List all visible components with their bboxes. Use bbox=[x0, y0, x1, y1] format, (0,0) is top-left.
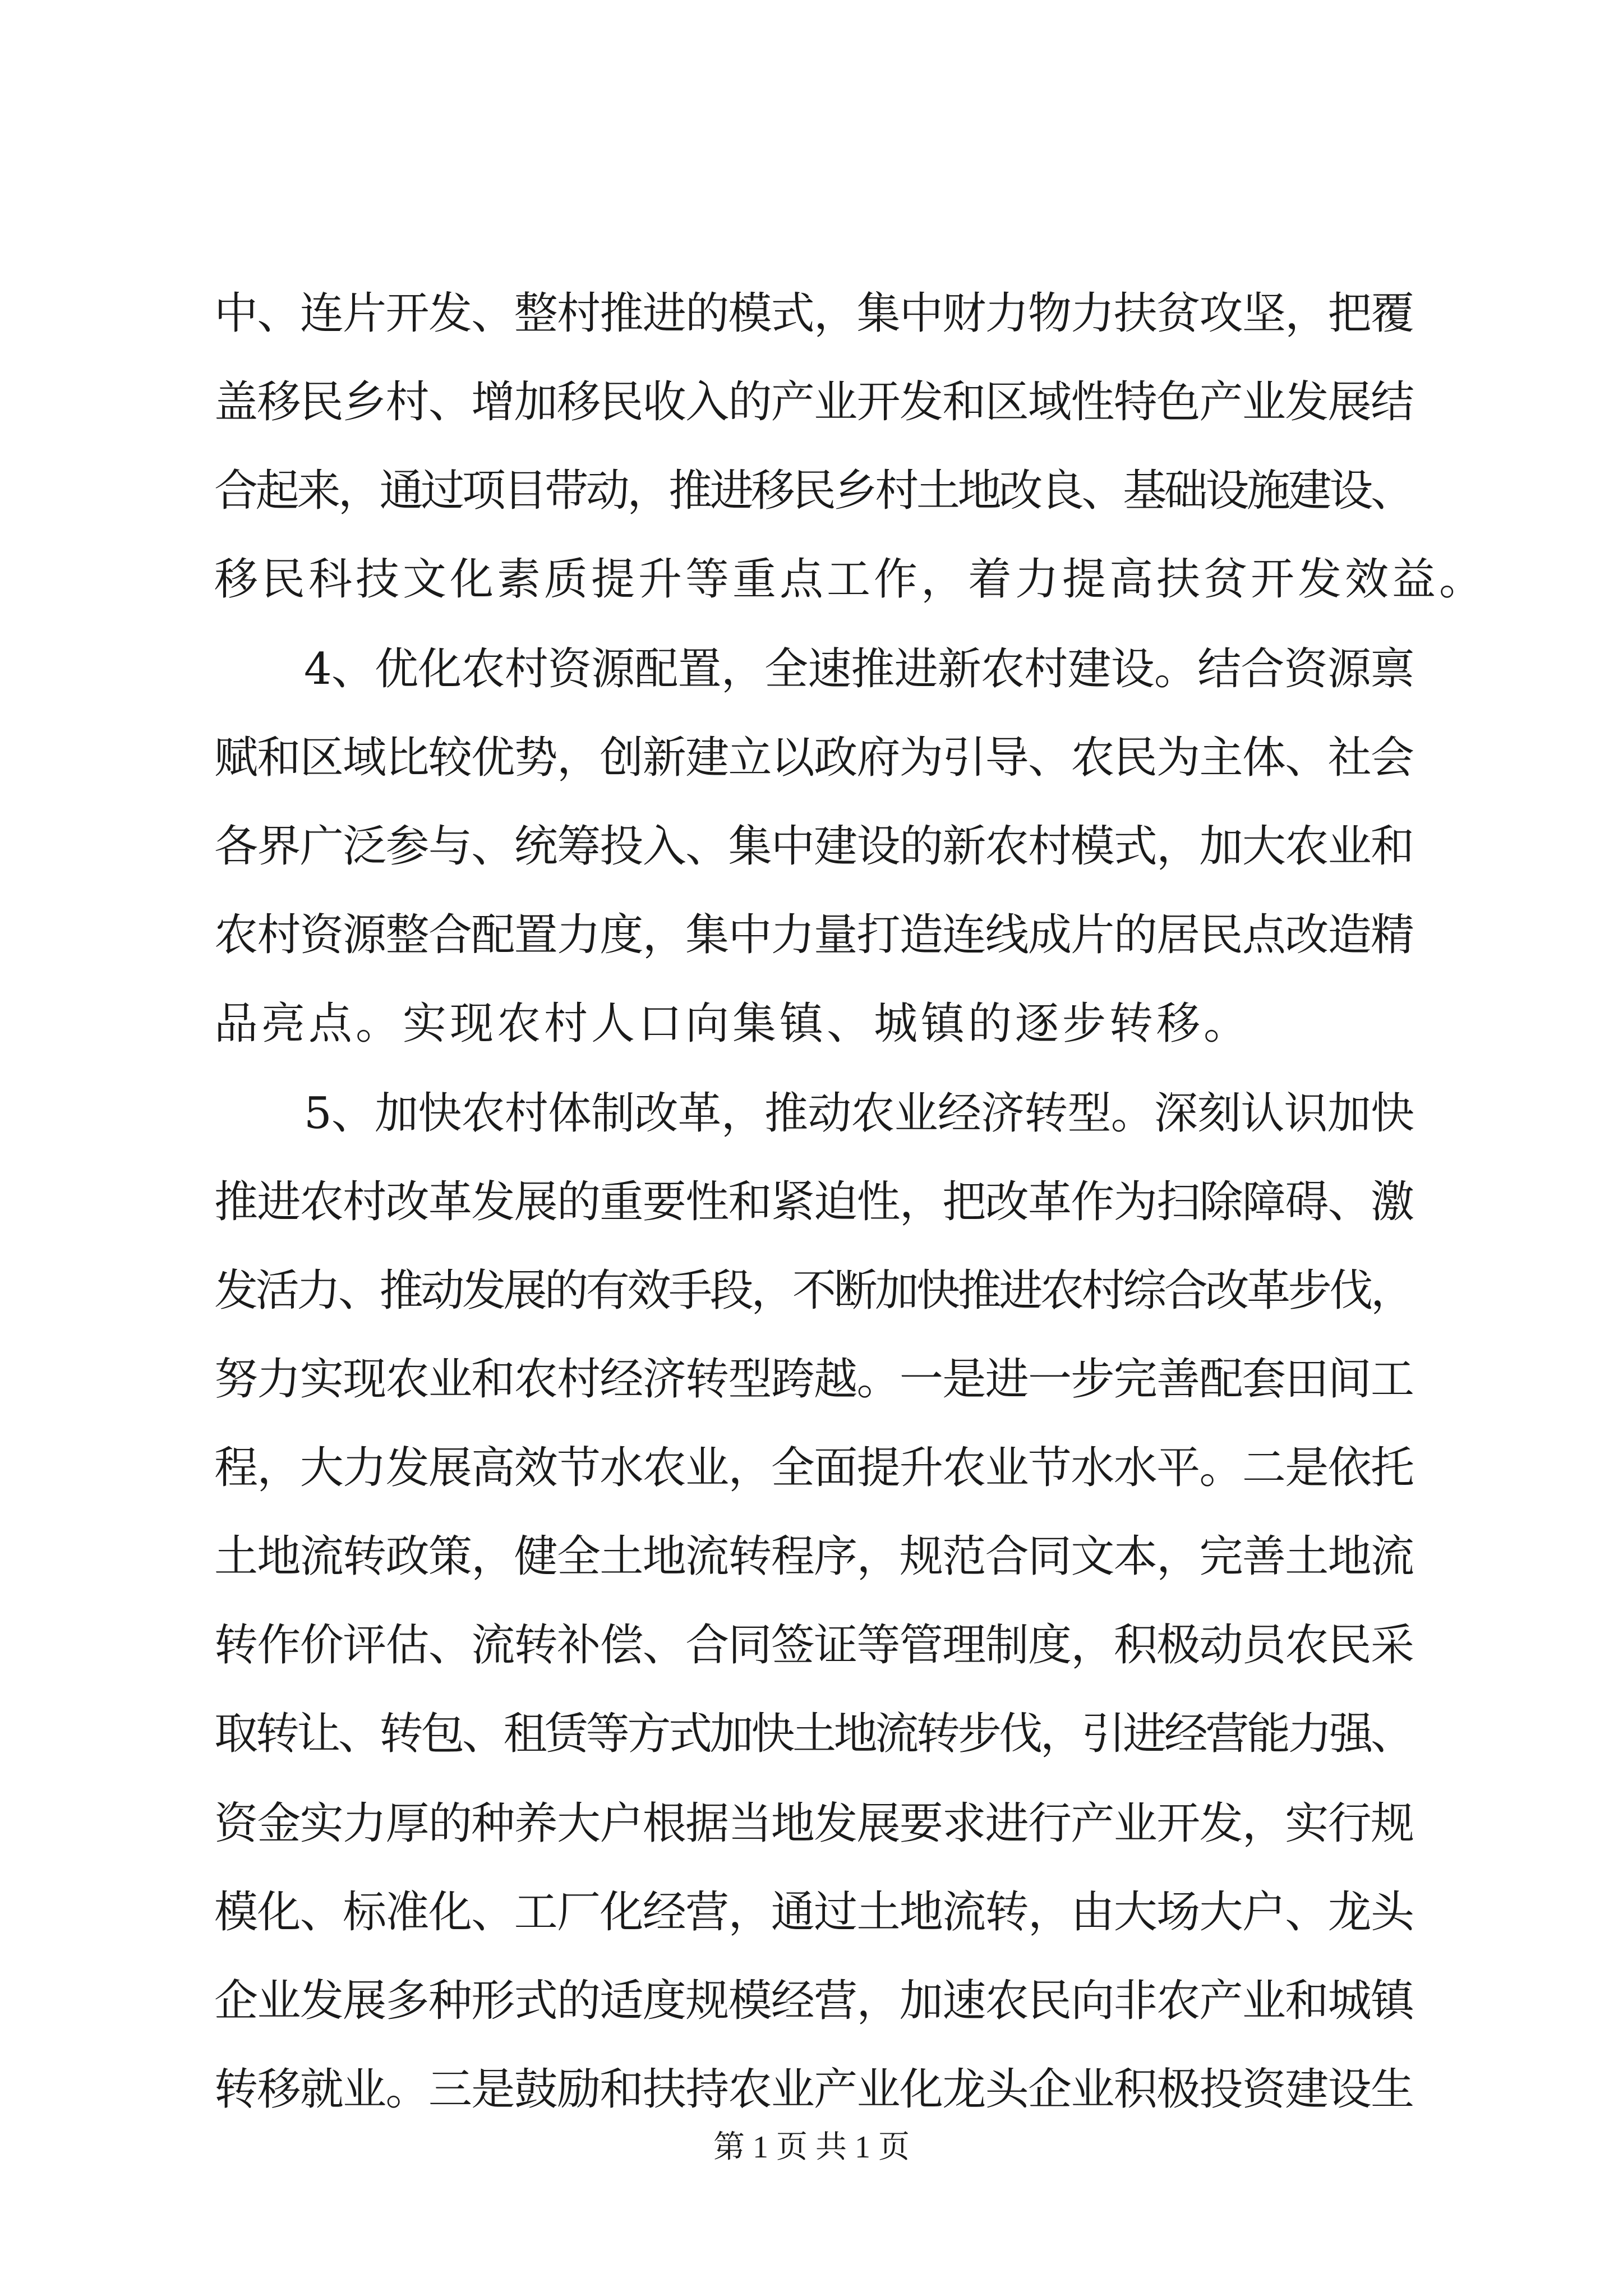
page-footer: 第 1 页 共 1 页 bbox=[713, 2130, 910, 2165]
text-line: 取转让、转包、租赁等方式加快土地流转步伐，引进经营能力强、 bbox=[214, 1709, 1412, 1759]
text-line: 转移就业。三是鼓励和扶持农业产业化龙头企业积极投资建设生 bbox=[214, 2064, 1414, 2115]
text-line: 品亮点。实现农村人口向集镇、城镇的逐步转移。 bbox=[214, 999, 1251, 1049]
text-line: 4、优化农村资源配置，全速推进新农村建设。结合资源禀 bbox=[304, 644, 1414, 694]
text-line: 5、加快农村体制改革，推动农业经济转型。深刻认识加快 bbox=[304, 1088, 1414, 1139]
text-line: 农村资源整合配置力度，集中力量打造连线成片的居民点改造精 bbox=[214, 910, 1414, 960]
text-line: 土地流转政策，健全土地流转程序，规范合同文本，完善土地流 bbox=[214, 1531, 1414, 1582]
text-line: 中、连片开发、整村推进的模式，集中财力物力扶贫攻坚，把覆 bbox=[214, 288, 1414, 339]
text-line: 资金实力厚的种养大户根据当地发展要求进行产业开发，实行规 bbox=[214, 1798, 1414, 1849]
text-line: 努力实现农业和农村经济转型跨越。一是进一步完善配套田间工 bbox=[214, 1354, 1414, 1405]
text-line: 移民科技文化素质提升等重点工作，着力提高扶贫开发效益。 bbox=[214, 554, 1487, 605]
text-line: 合起来，通过项目带动，推进移民乡村土地改良、基础设施建设、 bbox=[214, 466, 1412, 516]
text-line: 各界广泛参与、统筹投入、集中建设的新农村模式，加大农业和 bbox=[214, 821, 1414, 872]
text-line: 模化、标准化、工厂化经营，通过土地流转，由大场大户、龙头 bbox=[214, 1887, 1414, 1938]
text-line: 转作价评估、流转补偿、合同签证等管理制度，积极动员农民采 bbox=[214, 1620, 1414, 1671]
text-line: 发活力、推动发展的有效手段，不断加快推进农村综合改革步伐， bbox=[214, 1266, 1412, 1316]
text-line: 盖移民乡村、增加移民收入的产业开发和区域性特色产业发展结 bbox=[214, 377, 1414, 427]
text-line: 推进农村改革发展的重要性和紧迫性，把改革作为扫除障碍、激 bbox=[214, 1177, 1414, 1227]
text-line: 赋和区域比较优势，创新建立以政府为引导、农民为主体、社会 bbox=[214, 733, 1414, 783]
text-line: 企业发展多种形式的适度规模经营，加速农民向非农产业和城镇 bbox=[214, 1976, 1414, 2026]
text-line: 程，大力发展高效节水农业，全面提升农业节水水平。二是依托 bbox=[214, 1443, 1414, 1493]
